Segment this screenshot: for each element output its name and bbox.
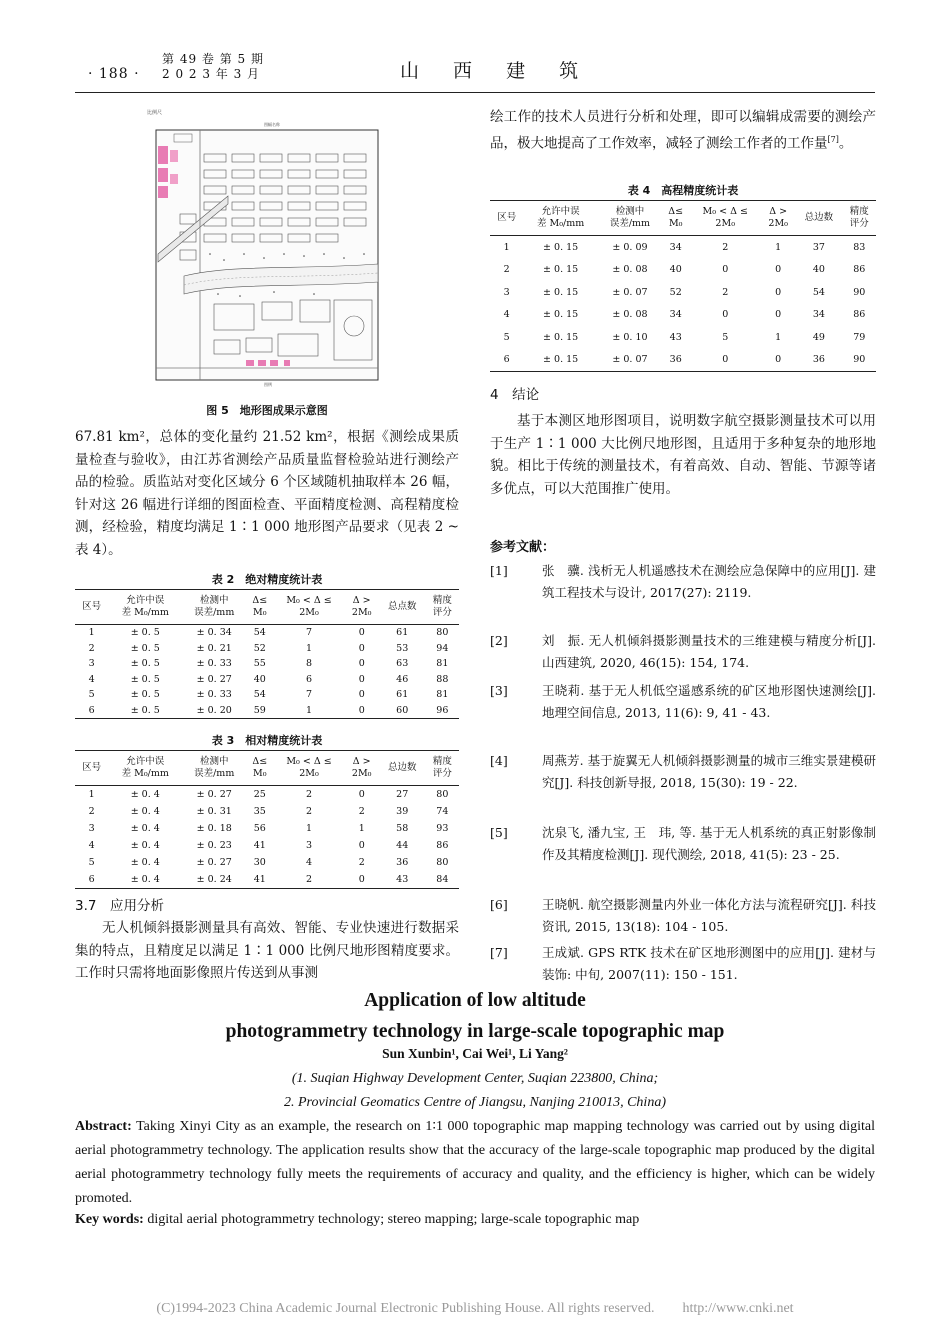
- table-cell: 6: [88, 874, 95, 885]
- table-cell: 40: [669, 264, 682, 276]
- reference-item: [490, 680, 876, 724]
- table-cell: 44: [396, 840, 409, 851]
- col-le-m0: Δ≤ M₀: [252, 756, 268, 779]
- col-score: 精度 评分: [432, 595, 452, 618]
- reference-item: [490, 630, 876, 674]
- table-cell: 2: [358, 857, 365, 868]
- reference-text: 王成斌. GPS RTK 技术在矿区地形测图中的应用[J]. 建材与装饰: 中旬, 2007(11): 150 - 151.: [542, 945, 876, 982]
- table-cell: 0: [722, 264, 729, 276]
- table-cell: 74: [436, 806, 449, 817]
- reference-number: [3]: [490, 683, 508, 698]
- table-cell: 53: [396, 642, 409, 654]
- table-cell: 0: [358, 642, 365, 654]
- section-3-7-heading: 3.7 应用分析: [75, 898, 164, 914]
- reference-text: 刘 振. 无人机倾斜摄影测量技术的三维建模与精度分析[J]. 山西建筑, 2020, 46(15): 154, 174.: [542, 633, 876, 670]
- table-row: [75, 641, 459, 657]
- table-cell: 80: [436, 627, 449, 639]
- conclusion-paragraph: 基于本测区地形图项目，说明数字航空摄影测量技术可以用于生产 1∶1 000 大比例尺地形图，且适用于多种复杂的地形地貌。相比于传统的测量技术，有着高效、自动、智能、节源等诸多优点，可以大范围推广使用。: [490, 413, 876, 497]
- col-le-m0: Δ≤ M₀: [252, 595, 268, 618]
- table-cell: 7: [305, 689, 313, 701]
- table4-body: [490, 236, 876, 372]
- table-row: [490, 281, 876, 304]
- table-cell: 6: [503, 354, 510, 366]
- table-cell: ± 0. 15: [543, 286, 579, 298]
- table-cell: ± 0. 27: [196, 673, 232, 685]
- col-gt-2m0: Δ > 2M₀: [351, 756, 372, 779]
- table-cell: 96: [436, 704, 449, 716]
- table-cell: ± 0. 5: [130, 689, 160, 701]
- table-cell: 81: [436, 658, 449, 670]
- table-cell: ± 0. 27: [196, 857, 232, 868]
- table-cell: ± 0. 5: [130, 642, 160, 654]
- english-authors: Sun Xunbin¹, Cai Wei¹, Li Yang²: [382, 1046, 568, 1061]
- table-cell: 54: [253, 627, 266, 639]
- table-cell: 3: [88, 658, 95, 670]
- table-row: [75, 672, 459, 688]
- table-cell: 2: [722, 241, 729, 253]
- table-cell: 93: [436, 823, 449, 834]
- table-cell: ± 0. 23: [196, 840, 232, 851]
- table-cell: 80: [436, 789, 449, 800]
- table-cell: 59: [253, 704, 266, 716]
- right-paragraph-top: 绘工作的技术人员进行分析和处理，即可以编辑成需要的测绘产品，极大地提高了工作效率，减轻了测绘工作者的工作量[7]。: [490, 109, 876, 151]
- col-allowed: 允许中误 差 M₀/mm: [121, 756, 169, 779]
- table-cell: 55: [253, 658, 266, 670]
- table-cell: 4: [88, 840, 95, 851]
- table-cell: ± 0. 21: [196, 642, 232, 654]
- table-cell: 0: [358, 789, 365, 800]
- table-cell: 4: [88, 673, 95, 685]
- table-cell: 46: [396, 673, 409, 685]
- table-cell: 36: [812, 354, 825, 366]
- col-zone: 区号: [497, 212, 517, 223]
- col-detected: 检测中 误差/mm: [194, 595, 235, 618]
- table-cell: 0: [775, 286, 782, 298]
- table-cell: 54: [253, 689, 266, 701]
- table-cell: 61: [396, 689, 409, 701]
- table-row: [75, 703, 459, 719]
- left-paragraph-2: 无人机倾斜摄影测量具有高效、智能、专业快速进行数据采集的特点，且精度足以满足 1∶1 000 比例尺地形图精度要求。工作时只需将地面影像照片传送到从事测: [75, 920, 459, 981]
- table-cell: 1: [503, 241, 510, 253]
- map-drawing: [144, 104, 390, 390]
- col-total-edges: 总边数: [804, 212, 834, 223]
- table-cell: 5: [88, 689, 95, 701]
- table-row: [75, 820, 459, 837]
- volume-line: 第 49 卷 第 5 期: [162, 52, 264, 66]
- table-cell: 3: [305, 840, 313, 851]
- table-cell: 79: [853, 331, 866, 343]
- table-cell: ± 0. 24: [196, 874, 232, 885]
- col-allowed: 允许中误 差 M₀/mm: [121, 595, 169, 618]
- table-row: [490, 326, 876, 349]
- citation-7: [7]: [827, 134, 839, 144]
- table-cell: ± 0. 5: [130, 673, 160, 685]
- col-gt-2m0: Δ > 2M₀: [768, 206, 788, 229]
- date-line: 2 0 2 3 年 3 月: [162, 67, 261, 81]
- table-cell: 84: [436, 874, 449, 885]
- table-cell: 52: [669, 286, 682, 298]
- table-row: [490, 349, 876, 372]
- table-cell: 1: [305, 642, 313, 654]
- table-cell: 8: [305, 658, 313, 670]
- table3-body: [75, 786, 459, 889]
- table-cell: 43: [669, 331, 682, 343]
- table-cell: 83: [853, 241, 866, 253]
- table-cell: 49: [812, 331, 825, 343]
- table-cell: ± 0. 15: [543, 331, 579, 343]
- english-title-line1: Application of low altitude: [364, 990, 586, 1011]
- table-cell: ± 0. 09: [612, 241, 648, 253]
- table-cell: ± 0. 33: [196, 658, 232, 670]
- table-cell: ± 0. 4: [130, 806, 160, 817]
- col-allowed: 允许中误 差 M₀/mm: [536, 206, 585, 229]
- table2-caption: 表 2 绝对精度统计表: [211, 573, 323, 586]
- col-detected: 检测中 误差/mm: [609, 206, 651, 229]
- table3-caption: 表 3 相对精度统计表: [211, 734, 323, 747]
- table-cell: ± 0. 4: [130, 857, 160, 868]
- table-cell: 39: [396, 806, 409, 817]
- col-total: 总点数: [387, 601, 417, 612]
- table-cell: ± 0. 33: [196, 689, 232, 701]
- table-cell: 7: [305, 627, 313, 639]
- table-cell: ± 0. 31: [196, 806, 232, 817]
- table-cell: 0: [722, 354, 729, 366]
- table-cell: 54: [812, 286, 825, 298]
- table-cell: 43: [396, 874, 409, 885]
- abstract-text: Taking Xinyi City as an example, the research on 1∶1 000 topographic map mapping technology was carried out by using digital aerial photogrammetry technology. The application results show that the accuracy of the large-scale topographic map produced by the digital aerial photogrammetry technology fully meets the requirements of accuracy and quality, and the efficiency is higher, which can be widely promoted.: [75, 1119, 875, 1206]
- table-cell: ± 0. 08: [612, 309, 648, 321]
- table-cell: 56: [253, 823, 266, 834]
- table-cell: ± 0. 5: [130, 658, 160, 670]
- table-cell: 90: [853, 286, 866, 298]
- col-zone: 区号: [82, 762, 102, 773]
- table-cell: 2: [722, 286, 729, 298]
- figure5-caption: 图 5 地形图成果示意图: [206, 404, 328, 417]
- table-cell: 1: [88, 627, 95, 639]
- table-cell: 35: [253, 806, 266, 817]
- table-cell: 3: [503, 286, 510, 298]
- copyright-footer: (C)1994-2023 China Academic Journal Electronic Publishing House. All rights reserved. http://www.cnki.net: [156, 1301, 794, 1316]
- reference-text: 王晓帆. 航空摄影测量内外业一体化方法与流程研究[J]. 科技资讯, 2015, 13(18): 104 - 105.: [542, 897, 876, 934]
- table-cell: 0: [358, 874, 365, 885]
- table-row: [75, 786, 459, 804]
- table-cell: 0: [775, 309, 782, 321]
- journal-name: 山 西 建 筑: [400, 60, 593, 82]
- table-row: [75, 625, 459, 641]
- table-row: [75, 803, 459, 820]
- reference-item: [490, 942, 876, 986]
- reference-number: [2]: [490, 633, 508, 648]
- table-cell: ± 0. 08: [612, 264, 648, 276]
- table-cell: 63: [396, 658, 409, 670]
- col-le-m0: Δ≤ M₀: [668, 206, 684, 229]
- table-cell: 41: [253, 840, 266, 851]
- table-cell: ± 0. 4: [130, 823, 160, 834]
- col-detected: 检测中 误差/mm: [194, 756, 235, 779]
- table-cell: 94: [436, 642, 449, 654]
- table-cell: 1: [358, 823, 365, 834]
- keywords-text: digital aerial photogrammetry technology; stereo mapping; large-scale topographic map: [147, 1212, 640, 1227]
- keywords-label: Key words:: [75, 1212, 144, 1227]
- table-cell: 5: [503, 331, 510, 343]
- table-row: [75, 837, 459, 854]
- col-score: 精度 评分: [432, 756, 452, 779]
- table-cell: 34: [669, 241, 682, 253]
- table-cell: 52: [253, 642, 266, 654]
- english-abstract: [75, 1115, 875, 1211]
- table-cell: 30: [253, 857, 266, 868]
- reference-number: [1]: [490, 563, 508, 578]
- table-cell: 27: [396, 789, 409, 800]
- table4-caption: 表 4 高程精度统计表: [627, 184, 739, 197]
- table-cell: 36: [669, 354, 682, 366]
- table-cell: 2: [503, 264, 510, 276]
- table-cell: 2: [305, 874, 313, 885]
- col-between: M₀ < Δ ≤ 2M₀: [286, 756, 332, 779]
- table-cell: 60: [396, 704, 409, 716]
- reference-number: [5]: [490, 825, 508, 840]
- table-cell: 5: [722, 331, 729, 343]
- table-cell: ± 0. 5: [130, 704, 160, 716]
- table-row: [75, 871, 459, 889]
- table-cell: 5: [88, 857, 95, 868]
- english-title-line2: photogrammetry technology in large-scale topographic map: [225, 1021, 725, 1042]
- reference-item: [490, 560, 876, 604]
- table-cell: 58: [396, 823, 409, 834]
- table-cell: 86: [436, 840, 449, 851]
- abstract-label: Abstract:: [75, 1119, 132, 1134]
- col-score: 精度 评分: [849, 206, 869, 229]
- reference-text: 周燕芳. 基于旋翼无人机倾斜摄影测量的城市三维实景建模研究[J]. 科技创新导报, 2018, 15(30): 19 - 22.: [542, 753, 876, 790]
- table-cell: 0: [358, 689, 365, 701]
- table-cell: 88: [436, 673, 449, 685]
- col-zone: 区号: [82, 601, 102, 612]
- table-cell: 34: [669, 309, 682, 321]
- table-cell: 0: [358, 673, 365, 685]
- svg-text:图例: 图例: [264, 382, 272, 387]
- table-cell: 41: [253, 874, 266, 885]
- affiliation-1: (1. Suqian Highway Development Center, Suqian 223800, China;: [291, 1071, 659, 1086]
- table-cell: 40: [812, 264, 825, 276]
- table-row: [75, 656, 459, 672]
- table-cell: ± 0. 15: [543, 241, 579, 253]
- reference-item: [490, 894, 876, 938]
- table-cell: ± 0. 15: [543, 264, 579, 276]
- table-cell: 81: [436, 689, 449, 701]
- page-number: · 188 ·: [88, 66, 140, 82]
- table-row: [490, 259, 876, 282]
- table-cell: 0: [775, 264, 782, 276]
- table-row: [75, 687, 459, 703]
- table-cell: ± 0. 18: [196, 823, 232, 834]
- table2-header: [75, 590, 459, 625]
- table-cell: ± 0. 15: [543, 354, 579, 366]
- table-cell: ± 0. 4: [130, 789, 160, 800]
- table-cell: 80: [436, 857, 449, 868]
- reference-text: 沈泉飞, 潘九宝, 王 玮, 等. 基于无人机系统的真正射影像制作及其精度检测[J]. 现代测绘, 2018, 41(5): 23 - 25.: [542, 825, 876, 862]
- left-paragraph-1: 67.81 km²，总体的变化量约 21.52 km²，根据《测绘成果质量检查与验收》，由江苏省测绘产品质量监督检验站进行测绘产品的检验。质监站对变化区域分 6 个区域随机抽取样本 26 幅，针对这 26 幅进行详细的图面检查、平面精度检测、高程精度检测，经检验，精度均满足 1∶1 000 地形图产品要求（见表 2 ~ 表 4）。: [75, 429, 459, 558]
- table-cell: ± 0. 07: [612, 354, 648, 366]
- reference-number: [4]: [490, 753, 508, 768]
- reference-text: 张 骥. 浅析无人机遥感技术在测绘应急保障中的应用[J]. 建筑工程技术与设计, 2017(27): 2119.: [542, 563, 876, 600]
- table-cell: ± 0. 34: [196, 627, 232, 639]
- table-cell: 1: [88, 789, 95, 800]
- table-cell: 4: [305, 857, 313, 868]
- table-cell: 1: [775, 241, 782, 253]
- table-cell: 1: [775, 331, 782, 343]
- table-cell: 2: [358, 806, 365, 817]
- table-cell: 0: [358, 658, 365, 670]
- table3: [75, 750, 459, 889]
- table-cell: ± 0. 4: [130, 874, 160, 885]
- affiliation-2: 2. Provincial Geomatics Centre of Jiangsu, Nanjing 210013, China): [284, 1095, 666, 1110]
- table-cell: 40: [253, 673, 266, 685]
- table-cell: 1: [305, 823, 313, 834]
- table-cell: 0: [722, 309, 729, 321]
- table-cell: 6: [305, 673, 313, 685]
- table-cell: 37: [812, 241, 825, 253]
- table-cell: 90: [853, 354, 866, 366]
- table-cell: 0: [358, 627, 365, 639]
- table-row: [490, 304, 876, 327]
- issue-info: [162, 52, 264, 82]
- table4: [490, 200, 876, 372]
- table-cell: ± 0. 20: [196, 704, 232, 716]
- reference-number: [7]: [490, 945, 508, 960]
- table-cell: ± 0. 15: [543, 309, 579, 321]
- table2-body: [75, 625, 459, 719]
- svg-text:图幅名称: 图幅名称: [264, 122, 280, 127]
- table-cell: 3: [88, 823, 95, 834]
- table-cell: 25: [253, 789, 266, 800]
- english-keywords: [75, 1212, 875, 1228]
- table-row: [75, 854, 459, 871]
- table-cell: ± 0. 10: [612, 331, 648, 343]
- topographic-map-figure: [144, 104, 390, 390]
- header-rule: [75, 92, 875, 93]
- reference-number: [6]: [490, 897, 508, 912]
- section-4-heading: 4 结论: [490, 387, 540, 403]
- table-cell: ± 0. 07: [612, 286, 648, 298]
- table-cell: ± 0. 5: [130, 627, 160, 639]
- table-cell: 4: [503, 309, 510, 321]
- col-gt-2m0: Δ > 2M₀: [351, 595, 372, 618]
- table2: [75, 589, 459, 719]
- table4-header: [490, 201, 876, 236]
- table-cell: ± 0. 4: [130, 840, 160, 851]
- table-cell: 86: [853, 264, 866, 276]
- table3-header: [75, 751, 459, 786]
- reference-item: [490, 822, 876, 866]
- table-cell: 0: [775, 354, 782, 366]
- table-cell: 2: [88, 806, 95, 817]
- references-heading: 参考文献：: [490, 540, 556, 555]
- table-cell: 0: [358, 704, 365, 716]
- table-cell: 2: [305, 806, 313, 817]
- table-cell: 1: [305, 704, 313, 716]
- table-cell: 86: [853, 309, 866, 321]
- table-cell: 34: [812, 309, 825, 321]
- table-cell: 2: [305, 789, 313, 800]
- reference-text: 王晓莉. 基于无人机低空遥感系统的矿区地形图快速测绘[J]. 地理空间信息, 2013, 11(6): 9, 41 - 43.: [542, 683, 876, 720]
- table-cell: 61: [396, 627, 409, 639]
- svg-text:比例尺: 比例尺: [147, 110, 163, 116]
- col-between: M₀ < Δ ≤ 2M₀: [286, 595, 332, 618]
- table-row: [490, 236, 876, 259]
- table-cell: 36: [396, 857, 409, 868]
- table-cell: 0: [358, 840, 365, 851]
- table-cell: ± 0. 27: [196, 789, 232, 800]
- col-between: M₀ < Δ ≤ 2M₀: [702, 206, 748, 229]
- reference-item: [490, 750, 876, 794]
- col-total-edges: 总边数: [387, 762, 417, 773]
- table-cell: 6: [88, 704, 95, 716]
- table-cell: 2: [88, 642, 95, 654]
